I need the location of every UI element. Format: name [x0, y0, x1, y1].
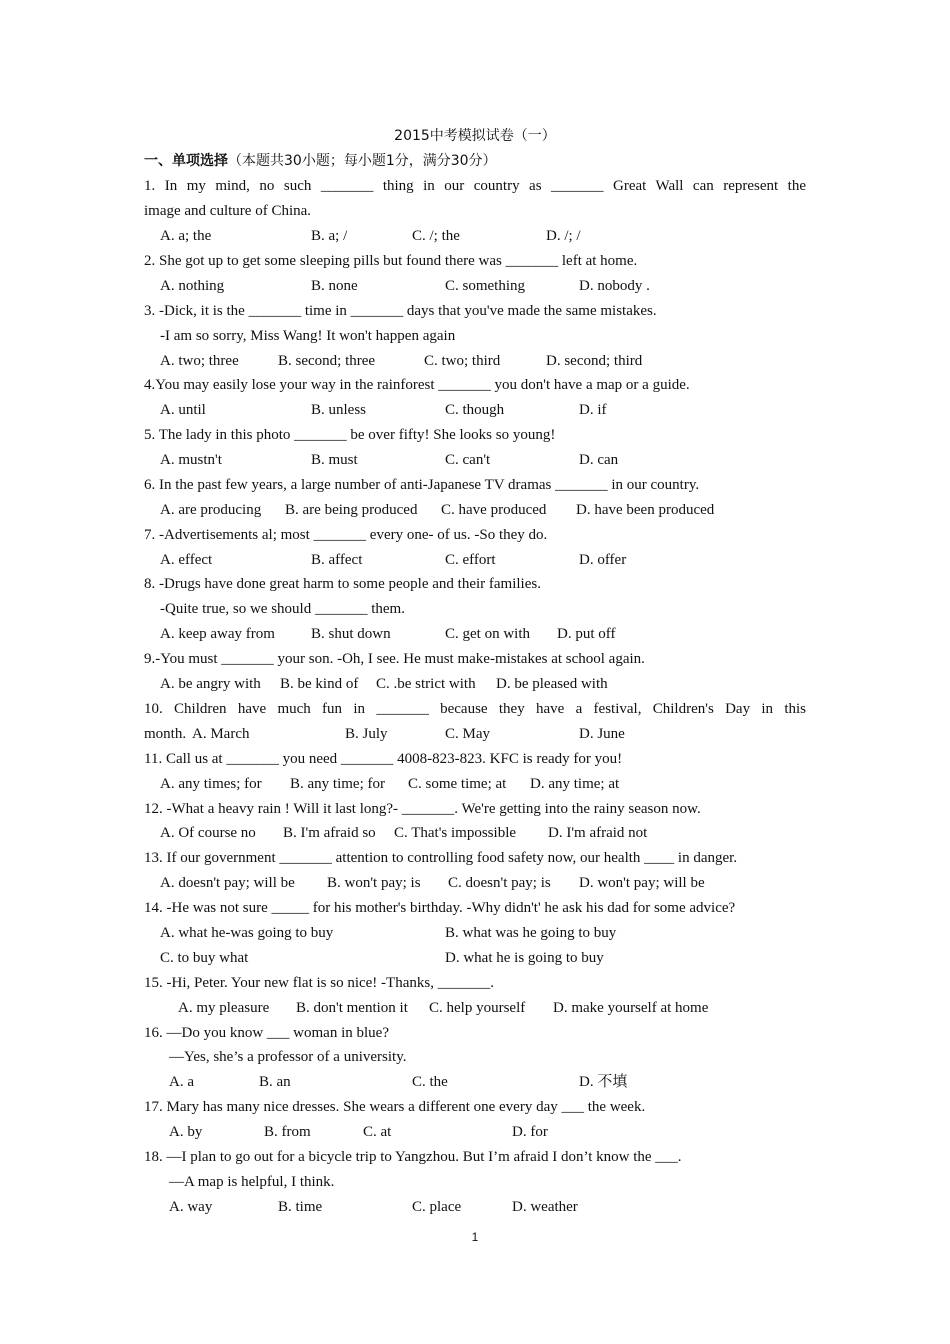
q10-option-a: A. March: [192, 726, 250, 742]
q15-option-c: C. help yourself: [429, 1000, 526, 1016]
q11-options: [144, 772, 806, 797]
q16-options: [144, 1070, 806, 1095]
q12-option-b: B. I'm afraid so: [283, 825, 376, 841]
q3-option-c: C. two; third: [424, 353, 501, 369]
q16-option-a: A. a: [169, 1074, 194, 1090]
q16-option-b: B. an: [259, 1074, 291, 1090]
q4-option-a: A. until: [160, 402, 206, 418]
q2-stem: 2. She got up to get some sleeping pills but found there was _______ left at home.: [144, 253, 638, 269]
q12-option-c: C. That's impossible: [394, 825, 517, 841]
q1-stem-line1: 1. In my mind, no such _______ thing in our country as _______ Great Wall can represent the: [144, 178, 806, 194]
q3-stem-line1: 3. -Dick, it is the _______ time in _______ days that you've made the same mistakes.: [144, 303, 657, 319]
q7-options: [144, 548, 806, 573]
q18-stem-line1: 18. —I plan to go out for a bicycle trip to Yangzhou. But I’m afraid I don’t know the ___.: [144, 1149, 682, 1165]
q2-option-c: C. something: [445, 278, 526, 294]
q2-options: [144, 274, 806, 299]
q8-option-b: B. shut down: [311, 626, 391, 642]
q10-stem-line2: month.: [144, 726, 187, 742]
q14-option-d: D. what he is going to buy: [445, 950, 604, 966]
q14-options-row2: [144, 946, 806, 971]
exam-title: 2015中考模拟试卷（一）: [394, 128, 556, 144]
q4-options: [144, 398, 806, 423]
q14-options-row1: [144, 921, 806, 946]
q11-stem: 11. Call us at _______ you need _______ 4008-823-823. KFC is ready for you!: [144, 751, 623, 767]
q15-option-b: B. don't mention it: [296, 1000, 408, 1016]
q6-option-b: B. are being produced: [285, 502, 418, 518]
q17-stem: 17. Mary has many nice dresses. She wears a different one every day ___ the week.: [144, 1099, 646, 1115]
q12-stem: 12. -What a heavy rain ! Will it last long?- _______. We're getting into the rainy season now.: [144, 801, 701, 817]
q9-stem: 9.-You must _______ your son. -Oh, I see. He must make-mistakes at school again.: [144, 651, 645, 667]
q5-option-b: B. must: [311, 452, 358, 468]
q10-option-c: C. May: [445, 726, 490, 742]
q5-option-d: D. can: [579, 452, 619, 468]
q8-option-d: D. put off: [557, 626, 616, 642]
q1-option-b: B. a; /: [311, 228, 348, 244]
q18-option-c: C. place: [412, 1199, 462, 1215]
q13-option-d: D. won't pay; will be: [579, 875, 705, 891]
q8-option-a: A. keep away from: [160, 626, 275, 642]
q18-stem-line2: —A map is helpful, I think.: [169, 1174, 335, 1190]
q14-stem: 14. -He was not sure _____ for his mother's birthday. -Why didn't' he ask his dad for some advice?: [144, 900, 736, 916]
q10-stem-line1: 10. Children have much fun in _______ because they have a festival, Children's Day in this: [144, 701, 806, 717]
q18-option-d: D. weather: [512, 1199, 578, 1215]
q16-option-c: C. the: [412, 1074, 448, 1090]
q2-option-a: A. nothing: [160, 278, 225, 294]
q9-option-a: A. be angry with: [160, 676, 261, 692]
q11-option-a: A. any times; for: [160, 776, 262, 792]
q6-options: [144, 498, 806, 523]
q8-stem-line2: -Quite true, so we should _______ them.: [160, 601, 405, 617]
q6-option-a: A. are producing: [160, 502, 262, 518]
q3-stem-line2: -I am so sorry, Miss Wang! It won't happen again: [160, 328, 456, 344]
page-number: 1: [471, 1230, 479, 1244]
q6-option-d: D. have been produced: [576, 502, 715, 518]
q15-option-d: D. make yourself at home: [553, 1000, 709, 1016]
q5-stem: 5. The lady in this photo _______ be over fifty! She looks so young!: [144, 427, 556, 443]
q14-option-a: A. what he-was going to buy: [160, 925, 334, 941]
q9-option-b: B. be kind of: [280, 676, 359, 692]
q12-option-d: D. I'm afraid not: [548, 825, 648, 841]
q1-option-d: D. /; /: [546, 228, 581, 244]
q8-options: [144, 622, 806, 647]
q6-option-c: C. have produced: [441, 502, 547, 518]
q9-option-d: D. be pleased with: [496, 676, 608, 692]
q18-option-a: A. way: [169, 1199, 213, 1215]
q5-option-c: C. can't: [445, 452, 491, 468]
q15-option-a: A. my pleasure: [178, 1000, 270, 1016]
q10-line2: [144, 722, 806, 747]
q5-option-a: A. mustn't: [160, 452, 222, 468]
q9-option-c: C. .be strict with: [376, 676, 476, 692]
q11-option-c: C. some time; at: [408, 776, 507, 792]
q4-option-b: B. unless: [311, 402, 367, 418]
q14-option-b: B. what was he going to buy: [445, 925, 617, 941]
q1-option-c: C. /; the: [412, 228, 460, 244]
q7-option-a: A. effect: [160, 552, 213, 568]
q13-option-c: C. doesn't pay; is: [448, 875, 551, 891]
q10-option-b: B. July: [345, 726, 388, 742]
q11-option-d: D. any time; at: [530, 776, 620, 792]
q1-option-a: A. a; the: [160, 228, 212, 244]
q3-option-d: D. second; third: [546, 353, 643, 369]
q1-options: [144, 224, 806, 249]
q18-options: [144, 1195, 806, 1220]
q3-option-a: A. two; three: [160, 353, 239, 369]
q9-options: [144, 672, 806, 697]
q11-option-b: B. any time; for: [290, 776, 385, 792]
q5-options: [144, 448, 806, 473]
q13-option-b: B. won't pay; is: [327, 875, 421, 891]
q3-option-b: B. second; three: [278, 353, 376, 369]
q4-option-d: D. if: [579, 402, 607, 418]
q8-stem-line1: 8. -Drugs have done great harm to some people and their families.: [144, 576, 541, 592]
q8-option-c: C. get on with: [445, 626, 530, 642]
q7-option-c: C. effort: [445, 552, 496, 568]
q13-stem: 13. If our government _______ attention to controlling food safety now, our health ____ in danger.: [144, 850, 738, 866]
q14-option-c: C. to buy what: [160, 950, 249, 966]
q12-options: [144, 821, 806, 846]
q17-option-c: C. at: [363, 1124, 392, 1140]
q15-options: [144, 996, 806, 1021]
q16-stem-line1: 16. —Do you know ___ woman in blue?: [144, 1025, 389, 1041]
q2-option-d: D. nobody .: [579, 278, 650, 294]
q3-options: [144, 349, 806, 374]
section-note: （本题共30小题；每小题1分，满分30分）: [228, 153, 497, 169]
q17-options: [144, 1120, 806, 1145]
q17-option-a: A. by: [169, 1124, 203, 1140]
q12-option-a: A. Of course no: [160, 825, 256, 841]
section-head: 一、单项选择: [144, 153, 228, 169]
q13-options: [144, 871, 806, 896]
q16-option-d: D. 不填: [579, 1074, 628, 1090]
q16-stem-line2: —Yes, she’s a professor of a university.: [169, 1049, 407, 1065]
q7-stem: 7. -Advertisements al; most _______ every one- of us. -So they do.: [144, 527, 548, 543]
q6-stem: 6. In the past few years, a large number of anti-Japanese TV dramas _______ in our country.: [144, 477, 700, 493]
q17-option-b: B. from: [264, 1124, 311, 1140]
q7-option-d: D. offer: [579, 552, 627, 568]
q18-option-b: B. time: [278, 1199, 323, 1215]
q13-option-a: A. doesn't pay; will be: [160, 875, 295, 891]
q7-option-b: B. affect: [311, 552, 363, 568]
q1-stem-line2: image and culture of China.: [144, 203, 312, 219]
q4-option-c: C. though: [445, 402, 505, 418]
q10-option-d: D. June: [579, 726, 625, 742]
q2-option-b: B. none: [311, 278, 358, 294]
q15-stem: 15. -Hi, Peter. Your new flat is so nice! -Thanks, _______.: [144, 975, 494, 991]
q17-option-d: D. for: [512, 1124, 548, 1140]
q4-stem: 4.You may easily lose your way in the rainforest _______ you don't have a map or a guide.: [144, 377, 690, 393]
section-heading: [144, 149, 806, 174]
